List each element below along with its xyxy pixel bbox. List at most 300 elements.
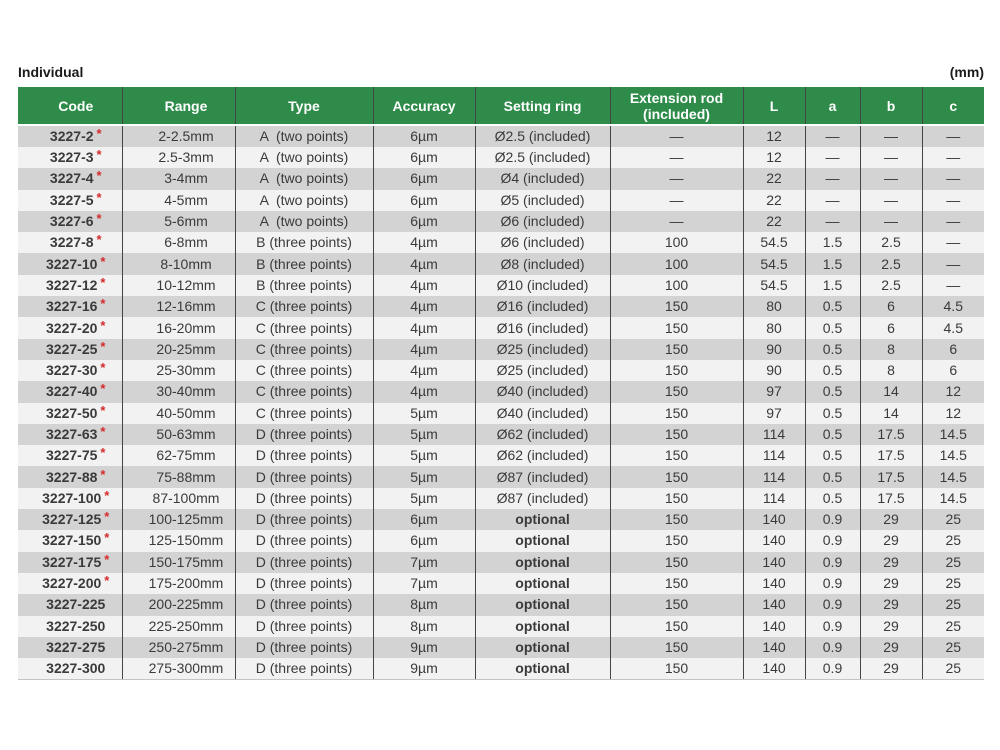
cell-type: C (three points) [235,360,373,381]
cell-a: 0.9 [805,552,860,573]
cell-code [18,530,122,551]
asterisk-marker: * [100,360,106,376]
product-code: 3227-5 [49,191,94,208]
cell-L: 114 [743,488,805,509]
product-code: 3227-200 [42,575,102,592]
column-header-L: L [743,87,805,125]
cell-extension-rod: 150 [610,339,743,360]
cell-type: D (three points) [235,616,373,637]
cell-b: — [860,147,922,168]
cell-extension-rod: 150 [610,488,743,509]
cell-c: 4.5 [922,317,984,338]
cell-range: 150-175mm [122,552,235,573]
cell-accuracy: 5µm [373,488,475,509]
cell-setting-ring: Ø16 (included) [475,296,610,317]
cell-code [18,445,122,466]
cell-b: 29 [860,658,922,680]
cell-a: 0.5 [805,466,860,487]
cell-c: 14.5 [922,445,984,466]
cell-extension-rod: 150 [610,296,743,317]
cell-b: 29 [860,530,922,551]
asterisk-marker: * [104,530,110,546]
cell-type: C (three points) [235,381,373,402]
cell-a: 0.5 [805,360,860,381]
cell-setting-ring: Ø8 (included) [475,253,610,274]
cell-extension-rod: 100 [610,253,743,274]
cell-a: 0.5 [805,381,860,402]
asterisk-marker: * [100,402,106,418]
cell-b: — [860,125,922,147]
table-row [18,658,984,680]
cell-L: 114 [743,424,805,445]
cell-a: 1.5 [805,232,860,253]
cell-code [18,125,122,147]
cell-accuracy: 4µm [373,339,475,360]
cell-setting-ring: Ø4 (included) [475,168,610,189]
cell-range: 20-25mm [122,339,235,360]
cell-L: 140 [743,594,805,615]
cell-setting-ring: optional [475,530,610,551]
cell-setting-ring: Ø25 (included) [475,360,610,381]
cell-type: B (three points) [235,275,373,296]
cell-accuracy: 5µm [373,445,475,466]
asterisk-marker: * [96,189,102,205]
cell-type: D (three points) [235,509,373,530]
cell-accuracy: 4µm [373,381,475,402]
cell-setting-ring: Ø2.5 (included) [475,147,610,168]
cell-setting-ring: Ø6 (included) [475,211,610,232]
cell-accuracy: 9µm [373,658,475,680]
cell-range: 4-5mm [122,190,235,211]
cell-extension-rod: 150 [610,509,743,530]
specification-table [18,87,984,680]
table-row [18,190,984,211]
cell-setting-ring: optional [475,594,610,615]
cell-type: B (three points) [235,232,373,253]
cell-type: D (three points) [235,658,373,680]
cell-b: 17.5 [860,424,922,445]
cell-extension-rod: 150 [610,445,743,466]
product-code: 3227-88 [46,468,98,485]
cell-a: 0.5 [805,488,860,509]
cell-setting-ring: Ø87 (included) [475,488,610,509]
cell-b: 14 [860,381,922,402]
cell-extension-rod: — [610,168,743,189]
cell-b: 29 [860,637,922,658]
asterisk-marker: * [100,296,106,312]
cell-a: — [805,147,860,168]
cell-code [18,168,122,189]
cell-range: 6-8mm [122,232,235,253]
cell-extension-rod: 100 [610,275,743,296]
cell-accuracy: 7µm [373,552,475,573]
cell-type: C (three points) [235,339,373,360]
cell-L: 140 [743,530,805,551]
cell-accuracy: 4µm [373,232,475,253]
table-row [18,530,984,551]
cell-range: 30-40mm [122,381,235,402]
cell-setting-ring: Ø62 (included) [475,445,610,466]
cell-code [18,403,122,424]
cell-range: 16-20mm [122,317,235,338]
cell-accuracy: 4µm [373,275,475,296]
cell-range: 8-10mm [122,253,235,274]
asterisk-marker: * [100,445,106,461]
cell-L: 22 [743,190,805,211]
cell-setting-ring: Ø40 (included) [475,381,610,402]
cell-setting-ring: Ø40 (included) [475,403,610,424]
cell-b: 14 [860,403,922,424]
cell-code [18,190,122,211]
cell-code [18,594,122,615]
cell-L: 90 [743,360,805,381]
product-code: 3227-10 [46,255,98,272]
cell-L: 22 [743,168,805,189]
cell-extension-rod: — [610,147,743,168]
cell-c: — [922,190,984,211]
cell-c: 25 [922,637,984,658]
table-row [18,594,984,615]
table-header-row [18,87,984,125]
cell-range: 200-225mm [122,594,235,615]
cell-code [18,275,122,296]
cell-b: 8 [860,360,922,381]
cell-code [18,339,122,360]
cell-type: D (three points) [235,445,373,466]
cell-range: 25-30mm [122,360,235,381]
table-row [18,488,984,509]
cell-setting-ring: Ø25 (included) [475,339,610,360]
cell-c: 14.5 [922,424,984,445]
cell-range: 100-125mm [122,509,235,530]
product-code: 3227-275 [46,638,106,655]
table-row [18,275,984,296]
cell-range: 75-88mm [122,466,235,487]
cell-extension-rod: — [610,190,743,211]
cell-a: 0.9 [805,573,860,594]
cell-L: 140 [743,637,805,658]
cell-accuracy: 6µm [373,211,475,232]
cell-L: 114 [743,445,805,466]
cell-c: 4.5 [922,296,984,317]
cell-a: 0.9 [805,509,860,530]
asterisk-marker: * [100,317,106,333]
product-code: 3227-12 [46,276,98,293]
cell-accuracy: 6µm [373,509,475,530]
cell-type: D (three points) [235,488,373,509]
cell-accuracy: 7µm [373,573,475,594]
product-code: 3227-150 [42,532,102,549]
table-row [18,466,984,487]
cell-c: 14.5 [922,466,984,487]
product-code: 3227-125 [42,511,102,528]
product-code: 3227-75 [46,447,98,464]
cell-b: 2.5 [860,232,922,253]
table-row [18,403,984,424]
column-header-a: a [805,87,860,125]
cell-code [18,360,122,381]
cell-extension-rod: 150 [610,530,743,551]
cell-L: 97 [743,381,805,402]
cell-type: D (three points) [235,466,373,487]
cell-code [18,232,122,253]
cell-setting-ring: Ø10 (included) [475,275,610,296]
cell-b: 6 [860,317,922,338]
cell-L: 54.5 [743,253,805,274]
cell-L: 140 [743,616,805,637]
column-header-c: c [922,87,984,125]
cell-range: 10-12mm [122,275,235,296]
asterisk-marker: * [104,509,110,525]
cell-code [18,616,122,637]
cell-setting-ring: optional [475,509,610,530]
cell-type: D (three points) [235,594,373,615]
cell-range: 275-300mm [122,658,235,680]
cell-c: 25 [922,658,984,680]
table-row [18,125,984,147]
cell-accuracy: 4µm [373,317,475,338]
cell-L: 140 [743,658,805,680]
product-code: 3227-175 [42,553,102,570]
cell-code [18,317,122,338]
product-code: 3227-4 [49,170,94,187]
cell-range: 225-250mm [122,616,235,637]
cell-c: 25 [922,573,984,594]
cell-c: — [922,253,984,274]
cell-setting-ring: optional [475,552,610,573]
cell-c: 25 [922,530,984,551]
cell-code [18,488,122,509]
cell-accuracy: 4µm [373,360,475,381]
cell-accuracy: 4µm [373,296,475,317]
cell-extension-rod: 150 [610,424,743,445]
cell-range: 175-200mm [122,573,235,594]
cell-extension-rod: 150 [610,360,743,381]
cell-range: 3-4mm [122,168,235,189]
cell-L: 114 [743,466,805,487]
cell-extension-rod: 150 [610,637,743,658]
cell-type: D (three points) [235,552,373,573]
table-row [18,637,984,658]
product-code: 3227-3 [49,149,94,166]
section-title: Individual [18,64,84,80]
cell-L: 97 [743,403,805,424]
catalog-section [18,64,984,680]
product-code: 3227-25 [46,340,98,357]
cell-c: 14.5 [922,488,984,509]
cell-c: — [922,125,984,147]
cell-L: 140 [743,573,805,594]
cell-b: 29 [860,509,922,530]
cell-a: — [805,190,860,211]
cell-accuracy: 6µm [373,190,475,211]
cell-accuracy: 5µm [373,403,475,424]
product-code: 3227-16 [46,298,98,315]
cell-accuracy: 5µm [373,466,475,487]
cell-range: 250-275mm [122,637,235,658]
product-code: 3227-40 [46,383,98,400]
cell-range: 50-63mm [122,424,235,445]
cell-accuracy: 4µm [373,253,475,274]
product-code: 3227-20 [46,319,98,336]
cell-accuracy: 6µm [373,125,475,147]
cell-setting-ring: Ø5 (included) [475,190,610,211]
cell-c: 25 [922,509,984,530]
table-row [18,232,984,253]
asterisk-marker: * [100,466,106,482]
asterisk-marker: * [96,211,102,227]
product-code: 3227-100 [42,489,102,506]
column-header-type: Type [235,87,373,125]
cell-code [18,381,122,402]
cell-a: 0.5 [805,445,860,466]
product-code: 3227-6 [49,213,94,230]
cell-c: — [922,211,984,232]
cell-L: 80 [743,317,805,338]
cell-accuracy: 6µm [373,147,475,168]
cell-code [18,658,122,680]
cell-L: 140 [743,552,805,573]
asterisk-marker: * [104,573,110,589]
product-code: 3227-225 [46,596,106,613]
cell-extension-rod: — [610,125,743,147]
asterisk-marker: * [100,381,106,397]
cell-extension-rod: 150 [610,616,743,637]
cell-L: 90 [743,339,805,360]
cell-code [18,552,122,573]
cell-accuracy: 9µm [373,637,475,658]
cell-code [18,509,122,530]
table-row [18,616,984,637]
cell-code [18,296,122,317]
cell-type: D (three points) [235,424,373,445]
table-row [18,445,984,466]
table-row [18,360,984,381]
cell-a: — [805,211,860,232]
cell-a: 0.5 [805,424,860,445]
product-code: 3227-63 [46,426,98,442]
cell-type: D (three points) [235,573,373,594]
cell-b: — [860,211,922,232]
cell-type: D (three points) [235,530,373,551]
asterisk-marker: * [100,338,106,354]
cell-extension-rod: 100 [610,232,743,253]
table-row [18,509,984,530]
cell-a: 0.5 [805,339,860,360]
cell-range: 62-75mm [122,445,235,466]
cell-code [18,253,122,274]
column-header-range: Range [122,87,235,125]
cell-extension-rod: 150 [610,573,743,594]
cell-a: 1.5 [805,253,860,274]
cell-L: 22 [743,211,805,232]
unit-label: (mm) [949,64,984,80]
table-row [18,296,984,317]
cell-extension-rod: 150 [610,552,743,573]
cell-type: C (three points) [235,317,373,338]
cell-range: 12-16mm [122,296,235,317]
cell-L: 12 [743,125,805,147]
cell-b: 29 [860,573,922,594]
cell-extension-rod: — [610,211,743,232]
cell-a: 0.5 [805,296,860,317]
asterisk-marker: * [96,126,102,141]
cell-c: — [922,168,984,189]
column-header-extension-rod: Extension rod (included) [610,87,743,125]
cell-b: — [860,190,922,211]
product-code: 3227-300 [46,660,106,677]
table-row [18,424,984,445]
cell-b: 2.5 [860,253,922,274]
cell-b: 17.5 [860,466,922,487]
table-row [18,552,984,573]
asterisk-marker: * [104,551,110,567]
cell-accuracy: 8µm [373,616,475,637]
cell-accuracy: 8µm [373,594,475,615]
cell-range: 125-150mm [122,530,235,551]
product-code: 3227-30 [46,362,98,379]
cell-setting-ring: optional [475,658,610,680]
cell-c: 6 [922,360,984,381]
product-code: 3227-2 [49,128,94,144]
column-header-accuracy: Accuracy [373,87,475,125]
cell-accuracy: 6µm [373,168,475,189]
cell-c: 25 [922,616,984,637]
cell-c: — [922,147,984,168]
cell-b: 29 [860,616,922,637]
product-code: 3227-250 [46,617,106,634]
cell-b: 17.5 [860,488,922,509]
asterisk-marker: * [96,147,102,163]
cell-a: 0.9 [805,616,860,637]
cell-setting-ring: Ø62 (included) [475,424,610,445]
cell-a: — [805,168,860,189]
cell-type: D (three points) [235,637,373,658]
cell-c: 25 [922,552,984,573]
cell-setting-ring: Ø16 (included) [475,317,610,338]
table-row [18,317,984,338]
cell-type: A (two points) [235,190,373,211]
cell-extension-rod: 150 [610,594,743,615]
cell-a: 0.5 [805,403,860,424]
asterisk-marker: * [104,487,110,503]
asterisk-marker: * [100,253,106,269]
cell-extension-rod: 150 [610,466,743,487]
cell-L: 54.5 [743,275,805,296]
cell-extension-rod: 150 [610,658,743,680]
cell-a: 0.9 [805,658,860,680]
cell-accuracy: 6µm [373,530,475,551]
product-code: 3227-50 [46,404,98,421]
asterisk-marker: * [100,424,106,439]
column-header-code: Code [18,87,122,125]
cell-c: 12 [922,381,984,402]
cell-setting-ring: Ø87 (included) [475,466,610,487]
table-row [18,211,984,232]
cell-extension-rod: 150 [610,381,743,402]
cell-c: — [922,232,984,253]
cell-range: 40-50mm [122,403,235,424]
cell-setting-ring: optional [475,637,610,658]
cell-b: — [860,168,922,189]
cell-a: — [805,125,860,147]
cell-type: C (three points) [235,403,373,424]
table-row [18,573,984,594]
table-row [18,339,984,360]
cell-L: 80 [743,296,805,317]
cell-setting-ring: Ø2.5 (included) [475,125,610,147]
cell-c: 12 [922,403,984,424]
